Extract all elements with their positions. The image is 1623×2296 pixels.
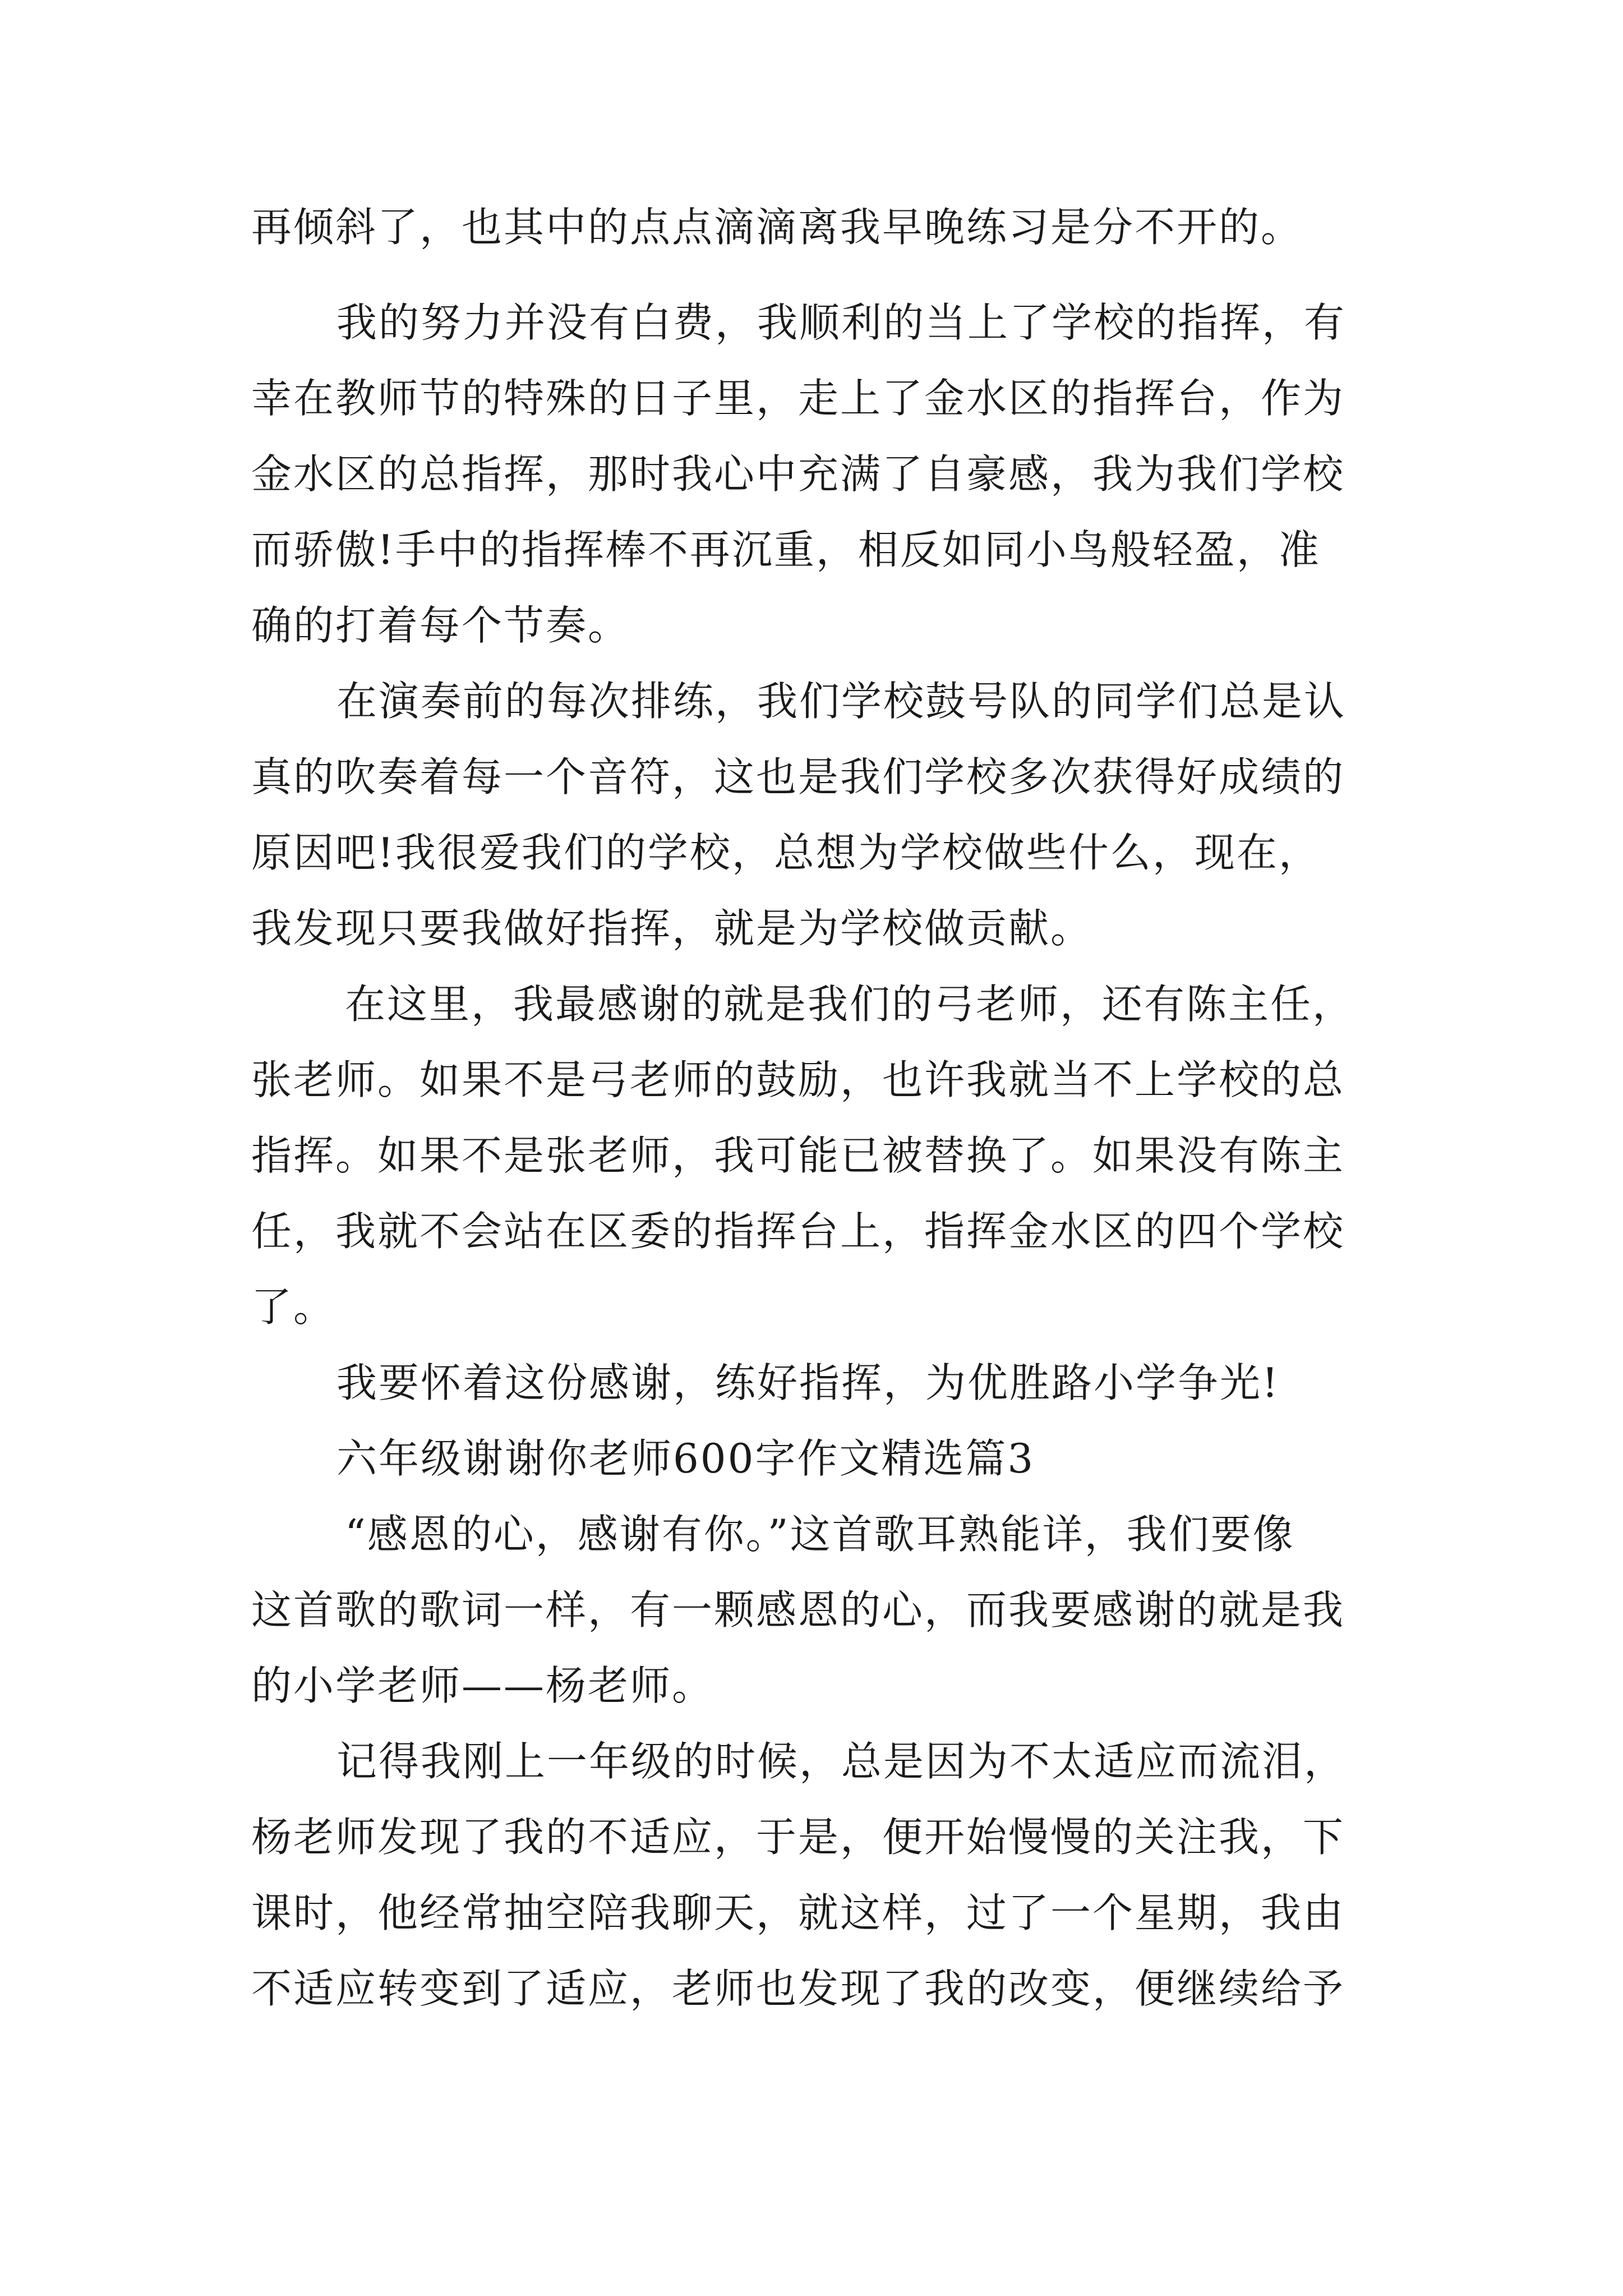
text-line: 我的努力并没有白费，我顺利的当上了学校的指挥，有 [336,299,1347,346]
text-line: 再倾斜了，也其中的点点滴滴离我早晚练习是分不开的。 [251,204,1303,251]
text-line: 这首歌的歌词一样，有一颗感恩的心，而我要感谢的就是我 [251,1586,1345,1634]
text-line: 课时，他经常抽空陪我聊天，就这样，过了一个星期，我由 [251,1889,1345,1936]
text-line: “感恩的心，感谢有你。”这首歌耳熟能详，我们要像 [345,1511,1295,1558]
text-line: 杨老师发现了我的不适应，于是，便开始慢慢的关注我，下 [251,1814,1345,1861]
text-line: 真的吹奏着每一个音符，这也是我们学校多次获得好成绩的 [251,753,1345,800]
text-line: 在这里，我最感谢的就是我们的弓老师，还有陈主任， [345,981,1355,1028]
text-line: 金水区的总指挥，那时我心中充满了自豪感，我为我们学校 [251,450,1345,498]
text-line: 任，我就不会站在区委的指挥台上，指挥金水区的四个学校 [251,1208,1345,1255]
text-line: 我要怀着这份感谢，练好指挥，为优胜路小学争光! [336,1359,1280,1406]
section-heading: 六年级谢谢你老师600字作文精选篇3 [336,1435,1035,1482]
text-line: 幸在教师节的特殊的日子里，走上了金水区的指挥台，作为 [251,375,1345,422]
text-line: 了。 [251,1283,336,1331]
text-line: 我发现只要我做好指挥，就是为学校做贡献。 [251,905,1093,952]
text-line: 指挥。如果不是张老师，我可能已被替换了。如果没有陈主 [251,1132,1345,1179]
text-line: 记得我刚上一年级的时候，总是因为不太适应而流泪， [336,1738,1347,1785]
text-line: 而骄傲!手中的指挥棒不再沉重，相反如同小鸟般轻盈，准 [251,526,1321,573]
text-line: 确的打着每个节奏。 [251,602,630,649]
text-line: 张老师。如果不是弓老师的鼓励，也许我就当不上学校的总 [251,1056,1345,1103]
text-line: 在演奏前的每次排练，我们学校鼓号队的同学们总是认 [336,678,1347,725]
text-line: 原因吧!我很爱我们的学校，总想为学校做些什么，现在， [251,829,1321,876]
text-line: 的小学老师——杨老师。 [251,1662,714,1709]
text-line: 不适应转变到了适应，老师也发现了我的改变，便继续给予 [251,1965,1345,2012]
